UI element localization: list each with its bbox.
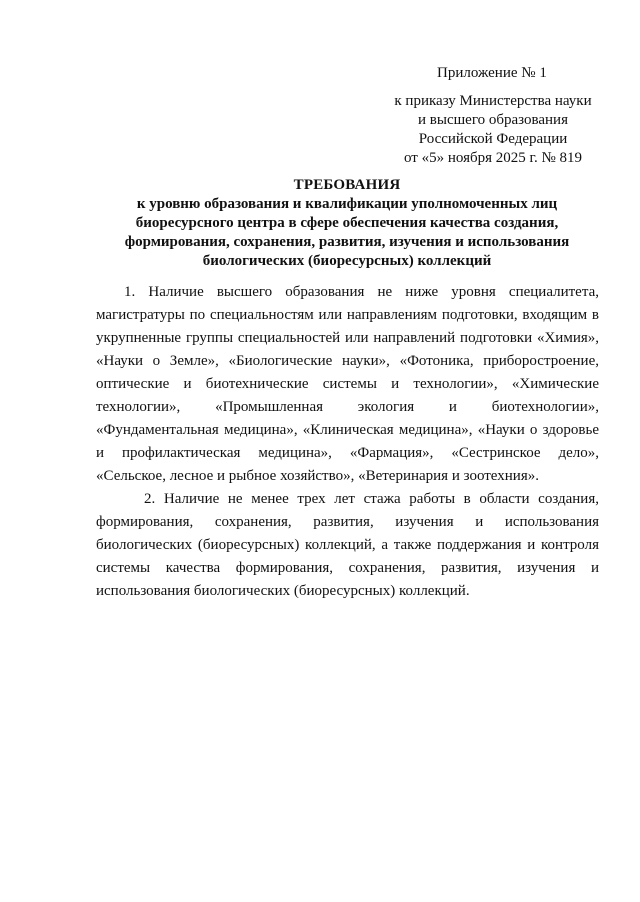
annex-line-order: к приказу Министерства науки — [394, 93, 592, 109]
annex-line-ministry: и высшего образования — [418, 112, 568, 128]
subtitle-line: к уровню образования и квалификации уполномоченных лиц — [136, 196, 558, 212]
subtitle-line: формирования, сохранения, развития, изучения и использования — [124, 234, 570, 250]
subtitle-line: биоресурсного центра в сфере обеспечения качества создания, — [135, 215, 559, 231]
annex-line-date: от «5» ноября 2025 г. № 819 — [403, 150, 583, 166]
paragraph-1: 1. Наличие высшего образования не ниже уровня специалитета, магистратуры по специальностям или направлениям подготовки, входящим в укрупненные группы специальностей или направлений подготовки «Химия», «Науки о Земле», «Биологические науки», «Фотоника, приборостроение, оптические и биотехнические системы и технологии», «Химические технологии», «Промышленная экология и биотехнологии», «Фундаментальная медицина», «Клиническая медицина», «Науки о здоровье и профилактическая медицина», «Фармация», «Сестринское дело», «Сельское, лесное и рыбное хозяйство», «Ветеринария и зоотехния». — [96, 284, 599, 484]
document-subtitle — [96, 195, 598, 271]
subtitle-line: биологических (биоресурсных) коллекций — [202, 253, 492, 269]
document-body — [96, 281, 599, 603]
annex-reference — [385, 92, 601, 168]
annex-number: Приложение № 1 — [437, 65, 547, 81]
annex-line-country: Российской Федерации — [418, 131, 568, 147]
document-title: ТРЕБОВАНИЯ — [293, 177, 401, 193]
paragraph-2: 2. Наличие не менее трех лет стажа работы в области создания, формирования, сохранения, развития, изучения и использования биологических (биоресурсных) коллекций, а также поддержания и контроля системы качества формирования, сохранения, развития, изучения и использования биологических (биоресурсных) коллекций. — [96, 491, 599, 599]
